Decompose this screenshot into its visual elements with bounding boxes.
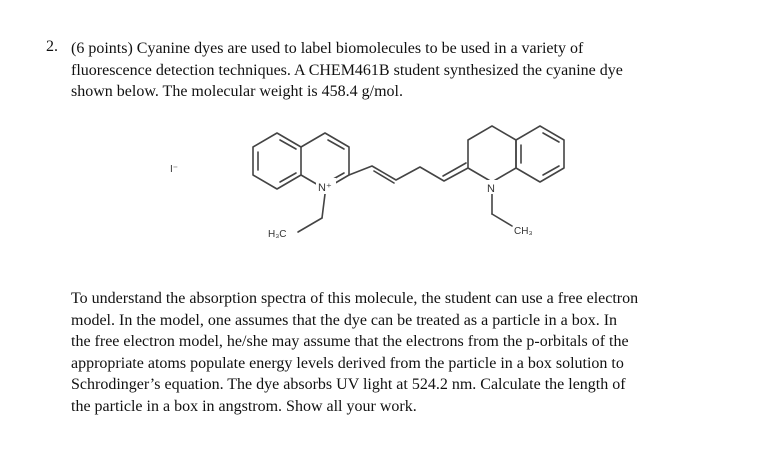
task-line: appropriate atoms populate energy levels derived from the particle in a box solution to bbox=[71, 354, 624, 372]
molecule-diagram bbox=[150, 122, 610, 252]
left-methyl-label: H₃C bbox=[268, 229, 287, 240]
question-task bbox=[71, 288, 638, 417]
question-number: 2. bbox=[46, 38, 58, 55]
left-benzene-ring bbox=[253, 133, 301, 189]
task-line: model. In the model, one assumes that the dye can be treated as a particle in a box. In bbox=[71, 311, 618, 329]
task-line: the free electron model, he/she may assume that the electrons from the p-orbitals of the bbox=[71, 333, 629, 350]
right-dihydro-ring bbox=[468, 126, 516, 182]
methine-chain bbox=[349, 166, 468, 181]
task-line: Schrodinger’s equation. The dye absorbs UV light at 524.2 nm. Calculate the length of bbox=[71, 376, 626, 393]
question-intro bbox=[71, 38, 623, 103]
counterion-label: I⁻ bbox=[170, 164, 179, 175]
task-line: the particle in a box in angstrom. Show all your work. bbox=[71, 397, 417, 415]
intro-line: shown below. The molecular weight is 458.4 g/mol. bbox=[71, 83, 403, 100]
right-nitrogen-label: N bbox=[487, 183, 495, 195]
right-methyl-label: CH₃ bbox=[514, 226, 533, 237]
left-ethyl-bond bbox=[322, 194, 325, 218]
intro-line: fluorescence detection techniques. A CHEM461B student synthesized the cyanine dye bbox=[71, 61, 623, 79]
intro-line: (6 points) Cyanine dyes are used to label biomolecules to be used in a variety of bbox=[71, 40, 584, 57]
left-nitrogen-label: N⁺ bbox=[318, 182, 332, 194]
task-line: To understand the absorption spectra of this molecule, the student can use a free electron bbox=[71, 290, 639, 307]
right-benzene-ring bbox=[516, 126, 564, 182]
cyanine-dye-structure bbox=[150, 122, 610, 252]
